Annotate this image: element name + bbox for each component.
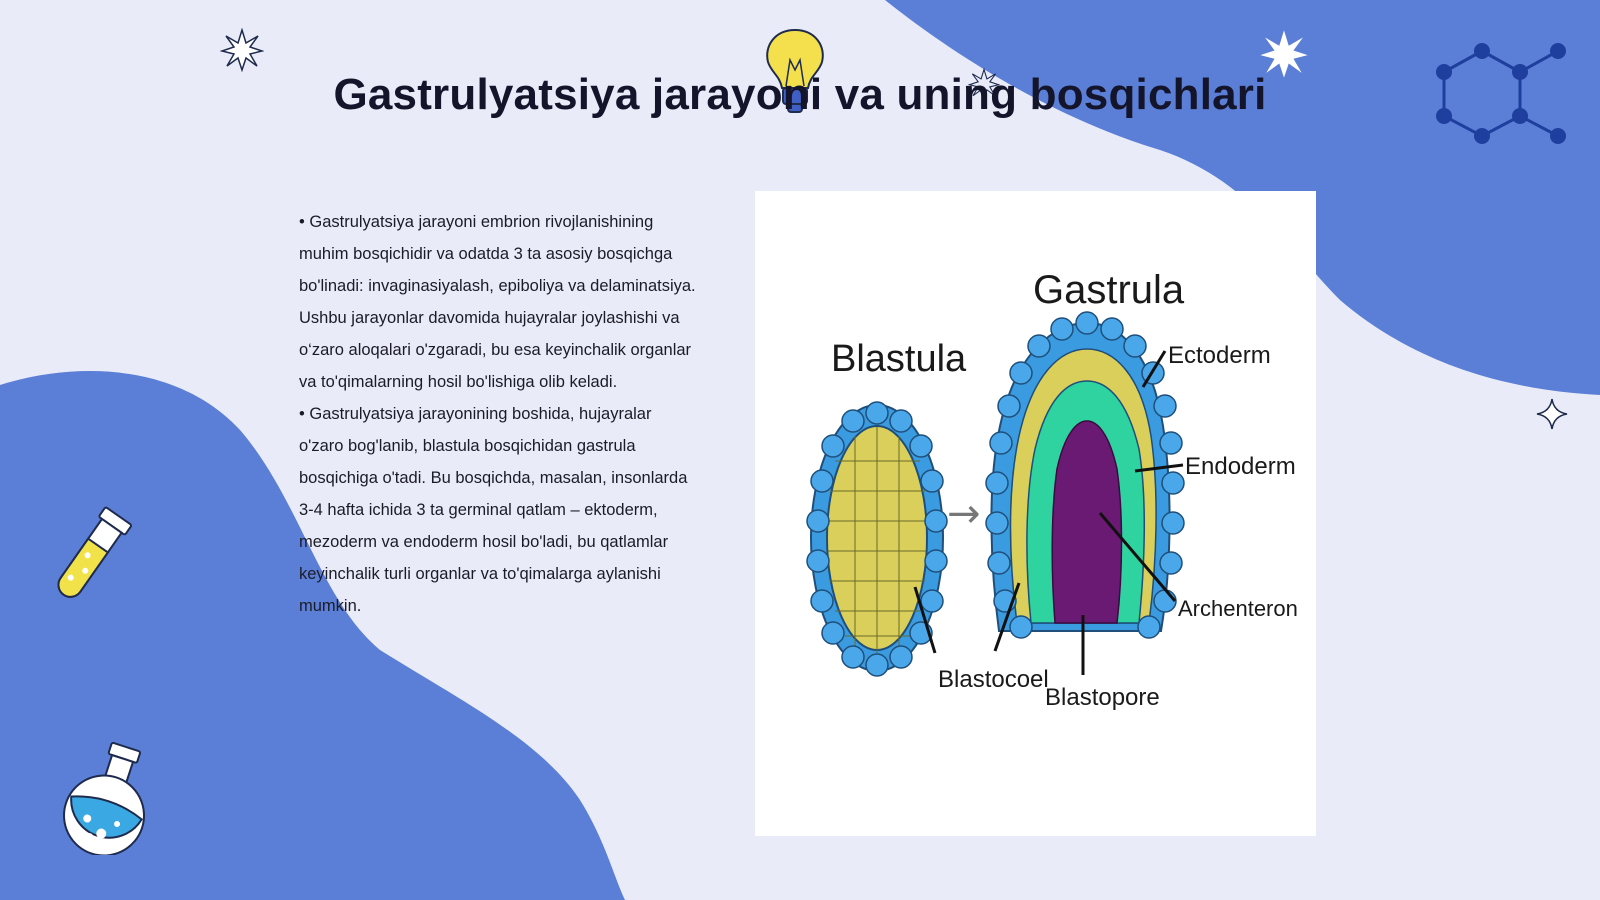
test-tube-icon [40,505,140,610]
label-archenteron: Archenteron [1178,596,1298,621]
paragraph-2: • Gastrulyatsiya jarayonining boshida, hujayralar o'zaro bog'lanib, blastula bosqichidan gastrula bosqichiga o'tadi. Bu bosqichda, masalan, insonlarda 3-4 hafta ichida 3 ta germinal qatlam – ektoderm, mezoderm va endoderm hosil bo'ladi, bu qatlamlar keyinchalik turli organlar va to'qimalarga aylanishi mumkin. [299,405,688,615]
label-gastrula: Gastrula [1033,268,1185,312]
diamond-star-icon [1536,398,1568,430]
label-blastocoel: Blastocoel [938,666,1049,693]
label-blastopore: Blastopore [1045,684,1160,711]
gastrulation-figure [755,191,1316,836]
sparkle-icon [220,28,264,72]
arrow-icon: → [947,491,981,537]
page-title: Gastrulyatsiya jarayoni va uning bosqichlari [333,70,1267,119]
label-endoderm: Endoderm [1185,453,1296,480]
flask-icon [58,740,158,855]
paragraph-1: • Gastrulyatsiya jarayoni embrion rivojlanishining muhim bosqichidir va odatda 3 ta asosiy bosqichga bo'linadi: invaginasiyalash, epiboliya va delaminatsiya. Ushbu jarayonlar davomida hujayralar joylashishi va o‘zaro aloqalari o'zgaradi, bu esa keyinchalik organlar va to'qimalarning hosil bo'lishiga olib keladi. [299,213,696,391]
blastula-drawing [807,402,947,676]
label-blastula: Blastula [831,338,967,380]
label-ectoderm: Ectoderm [1168,342,1271,369]
body-text [299,206,699,622]
gastrulation-diagram [755,191,1316,836]
